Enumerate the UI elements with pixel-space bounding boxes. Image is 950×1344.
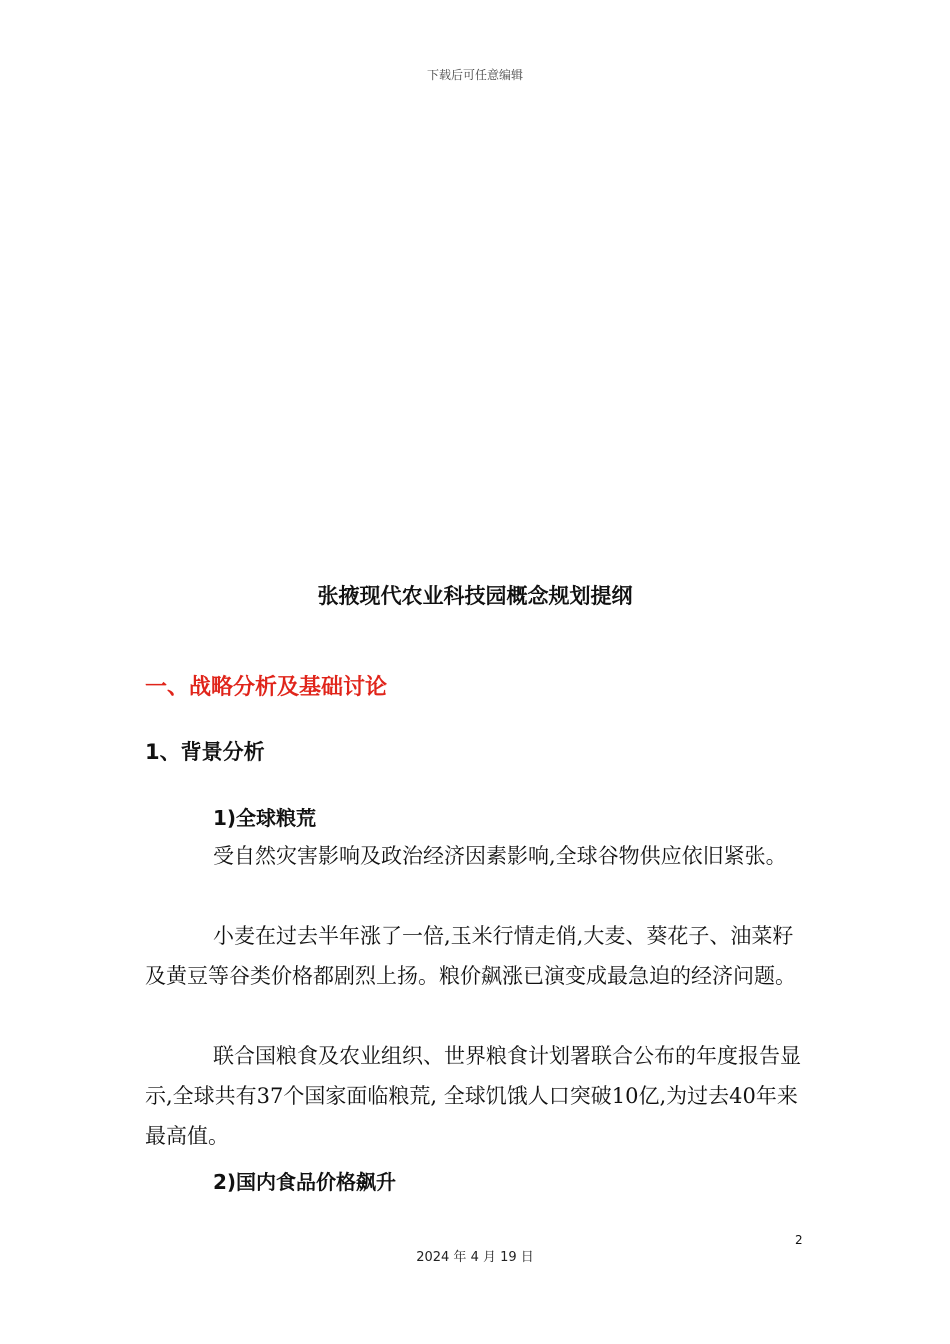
page-footer-date: 2024 年 4 月 19 日	[416, 1250, 534, 1265]
document-title: 张掖现代农业科技园概念规划提纲	[317, 584, 633, 608]
item-heading-global-food-shortage: 1)全球粮荒	[213, 806, 317, 830]
subsection-heading: 1、背景分析	[145, 740, 265, 764]
paragraph-3: 联合国粮食及农业组织、世界粮食计划署联合公布的年度报告显示,全球共有37个国家面临粮荒, 全球饥饿人口突破10亿,为过去40年来最高值。	[145, 1044, 801, 1148]
paragraph-1: 受自然灾害影响及政治经济因素影响,全球谷物供应依旧紧张。	[213, 844, 787, 868]
page-number: 2	[795, 1233, 803, 1247]
paragraph-2: 小麦在过去半年涨了一倍,玉米行情走俏,大麦、葵花子、油菜籽及黄豆等谷类价格都剧烈上扬。粮价飙涨已演变成最急迫的经济问题。	[145, 924, 796, 988]
page-header: 下载后可任意编辑	[426, 68, 523, 82]
item-heading-domestic-food-prices: 2)国内食品价格飙升	[213, 1170, 397, 1194]
section-heading: 一、战略分析及基础讨论	[145, 675, 388, 700]
